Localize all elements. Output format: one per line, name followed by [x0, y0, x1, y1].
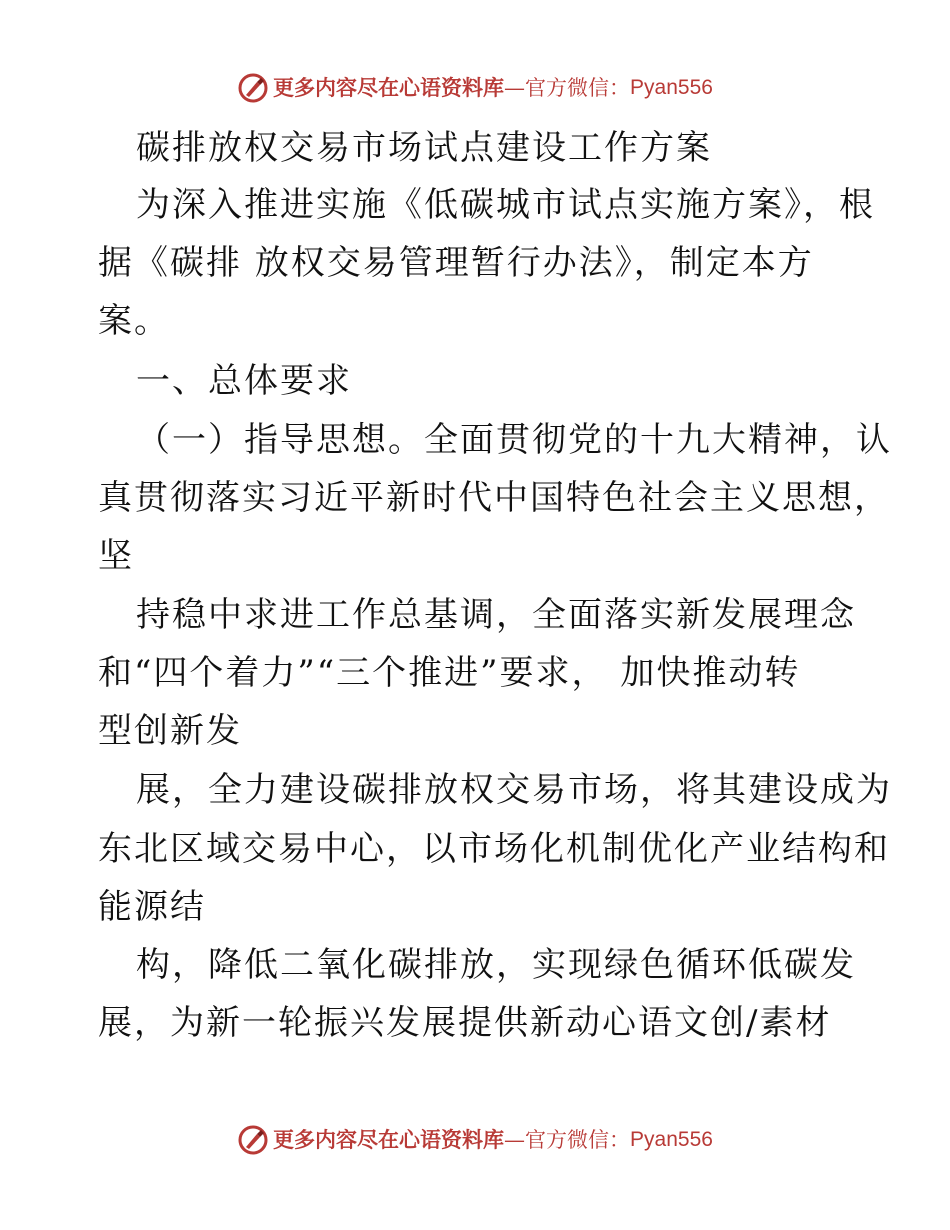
watermark-lead-text: 更多内容尽在心语资料库 — [273, 75, 505, 100]
paragraph-line: 案。 — [98, 301, 170, 341]
paragraph-line: （一）指导思想。全面贯彻党的十九大精神，认 — [136, 420, 892, 460]
paragraph-line: 持稳中求进工作总基调，全面落实新发展理念 — [136, 595, 856, 635]
watermark-tail-text: 官方微信： — [525, 1128, 631, 1152]
document-title: 碳排放权交易市场试点建设工作方案 — [136, 128, 712, 168]
watermark-handle: Pyan556 — [630, 1128, 713, 1151]
paragraph-line: 能源结 — [98, 887, 206, 927]
paragraph-line: 展，全力建设碳排放权交易市场，将其建设成为 — [136, 770, 892, 810]
paragraph-line: 真贯彻落实习近平新时代中国特色社会主义思想， — [98, 478, 890, 518]
watermark-dash: — — [504, 76, 526, 100]
watermark-tail-text: 官方微信： — [525, 76, 631, 100]
watermark-lead-text: 更多内容尽在心语资料库 — [273, 1127, 505, 1152]
paragraph-line: 为深入推进实施《低碳城市试点实施方案》，根 — [136, 185, 875, 225]
pen-circle-logo-icon — [237, 1124, 269, 1156]
paragraph-line: 据《碳排 放权交易管理暂行办法》，制定本方 — [98, 243, 814, 283]
pen-circle-logo-icon — [237, 72, 269, 104]
watermark-dash: — — [504, 1128, 526, 1152]
paragraph-line: 构，降低二氧化碳排放，实现绿色循环低碳发 — [136, 945, 856, 985]
footer-watermark — [0, 1124, 950, 1156]
watermark-handle: Pyan556 — [630, 76, 713, 99]
paragraph-line: 型创新发 — [98, 711, 242, 751]
header-watermark — [0, 72, 950, 104]
section-heading: 一、总体要求 — [136, 361, 352, 401]
paragraph-line: 坚 — [98, 536, 134, 576]
paragraph-line: 和“四个着力”“三个推进”要求， 加快推动转 — [98, 653, 801, 693]
paragraph-line: 东北区域交易中心，以市场化机制优化产业结构和 — [98, 829, 890, 869]
paragraph-line: 展，为新一轮振兴发展提供新动心语文创/素材 — [98, 1003, 832, 1043]
